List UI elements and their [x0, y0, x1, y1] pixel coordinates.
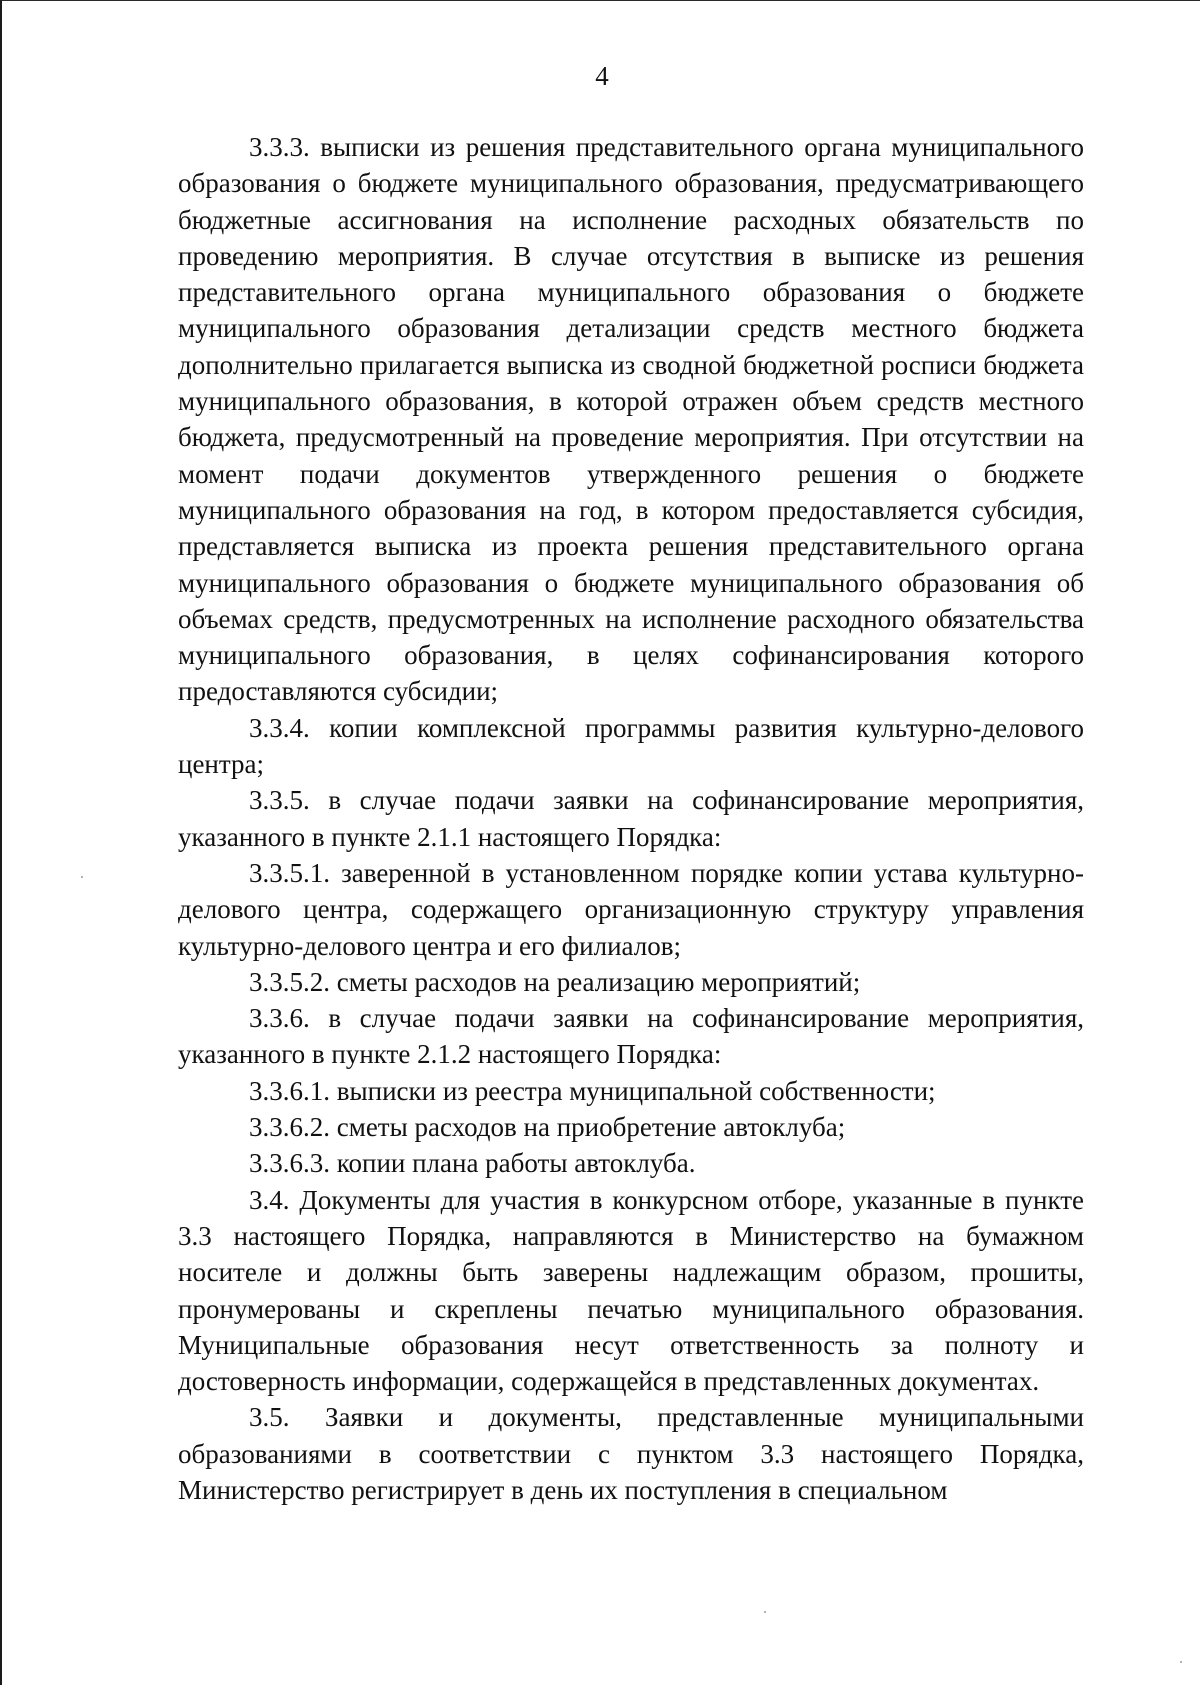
paragraph-3-3-6-3: 3.3.6.3. копии плана работы автоклуба. — [249, 1148, 696, 1179]
paragraph-3-3-3: 3.3.3. выписки из решения представительного органа муниципального образования о бюджете муниципального образования, предусматривающего бюджетные ассигнования на исполнение расходных обязательств по проведению мероприятия. В случае отсутствия в выписке из решения представительного органа муниципального образования о бюджете муниципального образования детализации средств местного бюджета дополнительно прилагается выписка из сводной бюджетной росписи бюджета муниципального образования, в которой отражен объем средств местного бюджета, предусмотренный на проведение мероприятия. При отсутствии на момент подачи документов утвержденного решения о бюджете муниципального образования на год, в котором предоставляется субсидия, представляется выписка из проекта решения представительного органа муниципального образования о бюджете муниципального образования об объемах средств, предусмотренных на исполнение расходного обязательства муниципального образования, в целях софинансирования которого предоставляются субсидии; — [178, 132, 1084, 707]
paragraph-3-5: 3.5. Заявки и документы, представленные муниципальными образованиями в соответствии с пунктом 3.3 настоящего Порядка, Министерство регистрирует в день их поступления в специальном — [178, 1402, 1084, 1505]
paragraph-3-3-5: 3.3.5. в случае подачи заявки на софинансирование мероприятия, указанного в пункте 2.1.1 настоящего Порядка: — [178, 785, 1084, 852]
paragraph-3-3-6-2: 3.3.6.2. сметы расходов на приобретение автоклуба; — [249, 1112, 846, 1143]
paragraph-3-3-5-1: 3.3.5.1. заверенной в установленном порядке копии устава культурно-делового центра, содержащего организационную структуру управления культурно-делового центра и его филиалов; — [178, 857, 1084, 961]
scan-speck — [764, 1611, 766, 1613]
paragraph-3-3-6-1: 3.3.6.1. выписки из реестра муниципальной собственности; — [249, 1075, 936, 1106]
page-number: 4 — [595, 61, 609, 91]
scan-speck — [1180, 1661, 1182, 1663]
paragraph-3-3-5-2: 3.3.5.2. сметы расходов на реализацию мероприятий; — [249, 966, 861, 997]
document-body — [178, 129, 1084, 1508]
paragraph-3-4: 3.4. Документы для участия в конкурсном отборе, указанные в пункте 3.3 настоящего Порядка, направляются в Министерство на бумажном носителе и должны быть заверены надлежащим образом, прошиты, пронумерованы и скреплены печатью муниципального образования. Муниципальные образования несут ответственность за полноту и достоверность информации, содержащейся в представленных документах. — [178, 1184, 1084, 1397]
paragraph-3-3-6: 3.3.6. в случае подачи заявки на софинансирование мероприятия, указанного в пункте 2.1.2 настоящего Порядка: — [178, 1003, 1084, 1070]
scan-speck — [81, 876, 83, 878]
paragraph-3-3-4: 3.3.4. копии комплексной программы развития культурно-делового центра; — [178, 712, 1084, 780]
